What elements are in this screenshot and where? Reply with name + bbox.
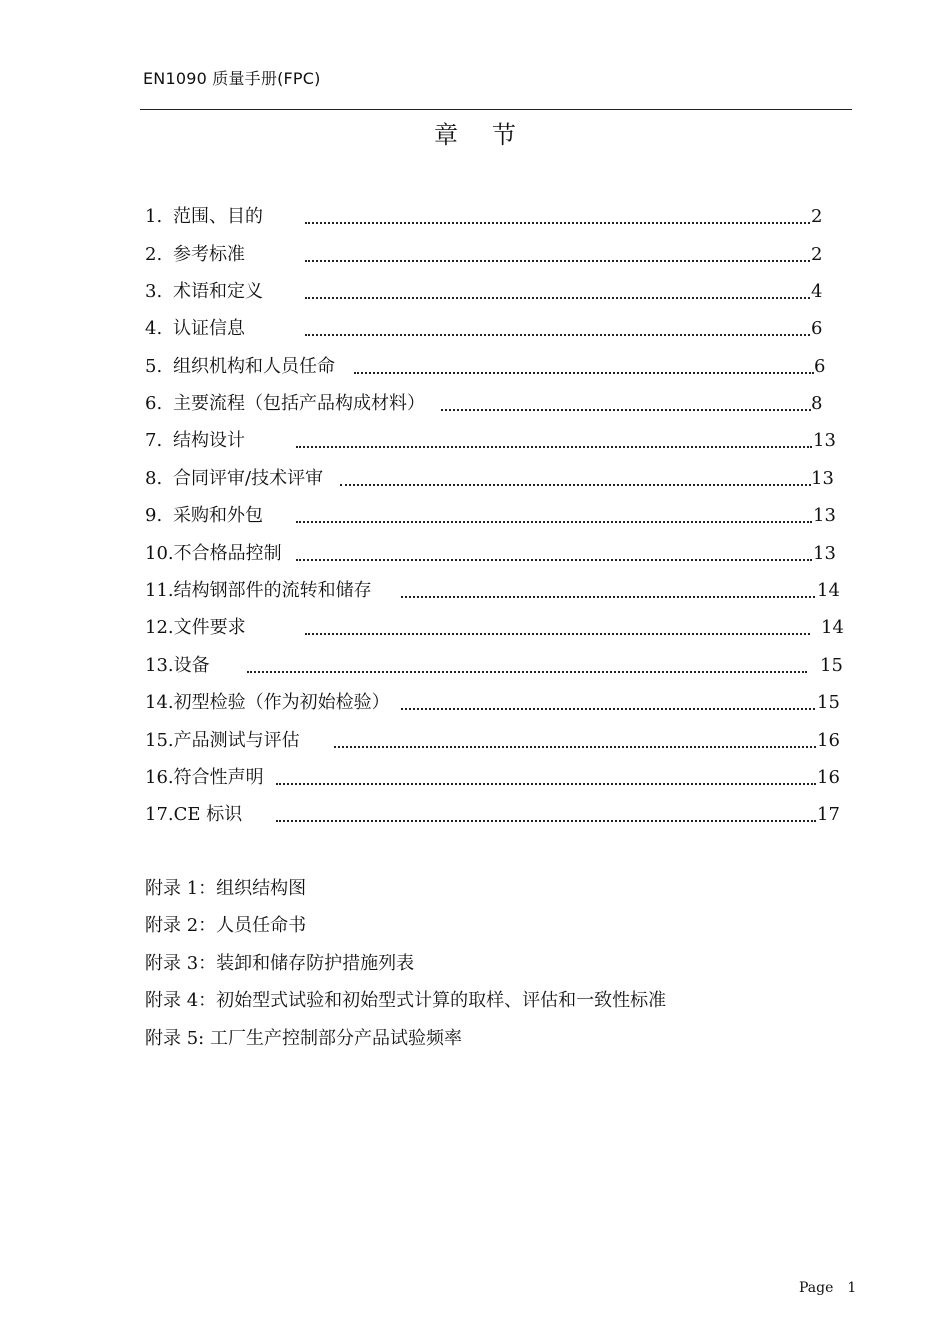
appendix-item: 附录 3：装卸和储存防护措施列表 — [145, 953, 415, 974]
toc-entry-title: 产品测试与评估 — [173, 730, 300, 751]
toc-entry-number: 9. — [145, 505, 163, 526]
toc-entry-number: 1. — [145, 206, 163, 227]
toc-entry-title: 结构设计 — [173, 430, 245, 451]
toc-entry-page: 15 — [817, 692, 840, 713]
toc-entry-page: 14 — [821, 617, 844, 638]
toc-entry — [145, 615, 845, 641]
toc-leader-dots — [296, 559, 812, 561]
toc-entry-number: 5. — [145, 356, 163, 377]
toc-entry — [145, 765, 845, 791]
toc-entry-title: 不合格品控制 — [173, 543, 282, 564]
toc-entry — [145, 466, 835, 492]
toc-leader-dots — [305, 297, 810, 299]
toc-leader-dots — [441, 409, 811, 411]
toc-entry-number: 12. — [145, 617, 174, 638]
toc-entry-page: 15 — [820, 655, 843, 676]
toc-entry-title: 采购和外包 — [173, 505, 263, 526]
toc-entry-number: 8. — [145, 468, 163, 489]
toc-entry-page: 16 — [817, 730, 840, 751]
toc-leader-dots — [276, 820, 816, 822]
toc-entry-number: 3. — [145, 281, 163, 302]
toc-entry-number: 10. — [145, 543, 174, 564]
page-title: 章节 — [434, 121, 550, 149]
page-number: 1 — [847, 1280, 857, 1296]
toc-entry-page: 17 — [817, 804, 840, 825]
toc-entry — [145, 728, 845, 754]
toc-entry — [145, 242, 825, 268]
toc-entry-page: 8 — [811, 393, 823, 414]
toc-leader-dots — [296, 521, 812, 523]
toc-entry-title: 主要流程（包括产品构成材料） — [173, 393, 425, 414]
toc-entry-number: 16. — [145, 767, 174, 788]
toc-entry — [145, 316, 825, 342]
appendix-item: 附录 4：初始型式试验和初始型式计算的取样、评估和一致性标准 — [145, 990, 667, 1011]
toc-leader-dots — [401, 708, 815, 710]
appendix-item: 附录 5: 工厂生产控制部分产品试验频率 — [145, 1028, 462, 1049]
toc-entry-title: 结构钢部件的流转和储存 — [173, 580, 372, 601]
toc-leader-dots — [247, 671, 807, 673]
toc-leader-dots — [296, 446, 812, 448]
toc-entry-title: 认证信息 — [173, 318, 245, 339]
toc-leader-dots — [354, 372, 814, 374]
toc-entry-page: 6 — [814, 356, 826, 377]
toc-entry-title: 组织机构和人员任命 — [173, 356, 335, 377]
toc-entry-title: 合同评审/技术评审 — [173, 468, 324, 489]
toc-entry-number: 6. — [145, 393, 163, 414]
page-footer — [799, 1280, 856, 1296]
toc-entry-number: 13. — [145, 655, 174, 676]
toc-entry-page: 13 — [811, 468, 834, 489]
toc-entry — [145, 354, 835, 380]
document-header: EN1090 质量手册(FPC) — [143, 69, 321, 88]
toc-entry-title: CE 标识 — [173, 804, 243, 825]
toc-entry-title: 术语和定义 — [173, 281, 263, 302]
toc-entry-number: 17. — [145, 804, 174, 825]
toc-entry-title: 初型检验（作为初始检验） — [173, 692, 390, 713]
toc-leader-dots — [305, 334, 810, 336]
toc-entry-number: 14. — [145, 692, 174, 713]
toc-leader-dots — [305, 260, 810, 262]
toc-entry-page: 6 — [811, 318, 823, 339]
toc-leader-dots — [276, 783, 816, 785]
toc-entry — [145, 578, 845, 604]
toc-entry — [145, 428, 835, 454]
toc-entry — [145, 279, 825, 305]
toc-entry-number: 15. — [145, 730, 174, 751]
toc-leader-dots — [340, 484, 811, 486]
page-label: Page — [799, 1280, 834, 1296]
toc-entry-title: 设备 — [173, 655, 210, 676]
toc-entry-title: 符合性声明 — [173, 767, 264, 788]
toc-leader-dots — [305, 222, 810, 224]
toc-entry-page: 2 — [811, 206, 823, 227]
toc-entry — [145, 802, 845, 828]
toc-entry-number: 11. — [145, 580, 174, 601]
toc-entry — [145, 391, 825, 417]
toc-entry-title: 范围、目的 — [173, 206, 263, 227]
toc-entry-page: 16 — [817, 767, 840, 788]
toc-entry — [145, 541, 835, 567]
toc-leader-dots — [305, 633, 810, 635]
toc-entry — [145, 503, 835, 529]
toc-entry-page: 2 — [811, 244, 823, 265]
toc-entry — [145, 204, 825, 230]
toc-entry-title: 参考标准 — [173, 244, 245, 265]
toc-entry-page: 13 — [813, 543, 836, 564]
toc-leader-dots — [334, 746, 816, 748]
toc-entry-page: 4 — [811, 281, 823, 302]
toc-entry-number: 4. — [145, 318, 163, 339]
toc-entry-page: 13 — [813, 505, 836, 526]
appendix-item: 附录 1：组织结构图 — [145, 878, 307, 899]
toc-leader-dots — [401, 596, 815, 598]
toc-entry-number: 2. — [145, 244, 163, 265]
toc-entry-title: 文件要求 — [173, 617, 246, 638]
appendix-item: 附录 2：人员任命书 — [145, 915, 307, 936]
toc-entry-number: 7. — [145, 430, 163, 451]
toc-entry-page: 14 — [817, 580, 840, 601]
toc-entry — [145, 653, 845, 679]
toc-entry — [145, 690, 845, 716]
toc-entry-page: 13 — [813, 430, 836, 451]
